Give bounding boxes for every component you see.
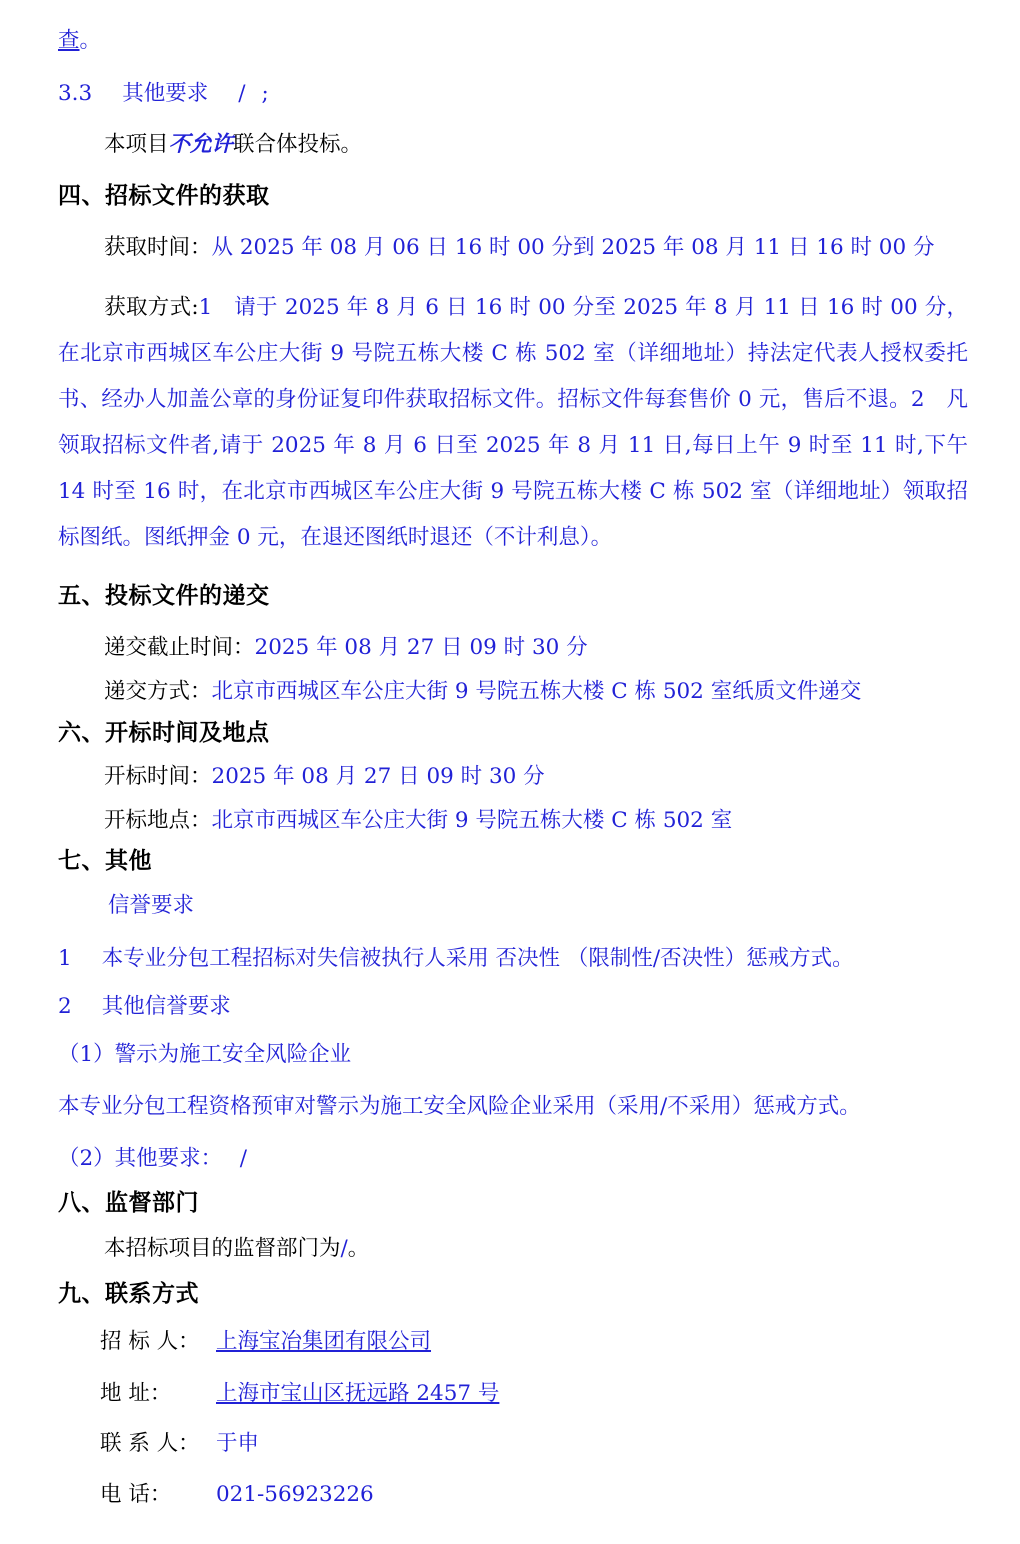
heading-section-7: 七、其他 (58, 848, 152, 874)
heading-section-9: 九、联系方式 (58, 1281, 199, 1307)
joint-bid-emphasis: 不允许 (168, 132, 234, 157)
bid-open-place-row (58, 810, 732, 832)
joint-bid-statement (58, 134, 362, 156)
contact-value-phone: 021-56923226 (216, 1482, 374, 1507)
supervision-prefix: 本招标项目的监督部门为 (104, 1236, 341, 1261)
bid-open-place-label: 开标地点： (104, 808, 212, 833)
acquire-method-body: 1 请于 2025 年 8 月 6 日 16 时 00 分至 2025 年 8 月 11 日 16 时 00 分，在北京市西城区车公庄大街 9 号院五栋大楼 C 栋 502 室（详细地址）持法定代表人授权委托书、经办人加盖公章的身份证复印件获取招标文件。招标文件每套售价 0 元，售后不退。2 凡领取招标文件者,请于 2025 年 8 月 6 日至 2025 年 8 月 11 日,每日上午 9 时至 11 时,下午 14 时至 16 时，在北京市西城区车公庄大街 9 号院五栋大楼 C 栋 502 室（详细地址）领取招标图纸。图纸押金 0 元，在退还图纸时退还（不计利息）。 (58, 295, 968, 550)
joint-bid-prefix: 本项目 (104, 132, 169, 157)
credit-item-2-number: 2 (58, 994, 72, 1019)
acquire-method-paragraph (58, 285, 968, 561)
submission-method-row (58, 681, 861, 703)
contact-label-address: 地 址： (100, 1381, 172, 1406)
submission-method-value: 北京市西城区车公庄大街 9 号院五栋大楼 C 栋 502 室纸质文件递交 (211, 679, 862, 704)
clause-terminator: ; (261, 81, 269, 106)
submission-deadline-label: 递交截止时间： (104, 635, 255, 660)
contact-label-tenderer: 招 标 人： (100, 1329, 200, 1354)
heading-section-8: 八、监督部门 (58, 1190, 199, 1216)
submission-deadline-value: 2025 年 08 月 27 日 09 时 30 分 (254, 635, 588, 660)
submission-deadline-row (58, 637, 588, 659)
clause-label: 其他要求 (122, 81, 209, 106)
carryover-punct: 。 (79, 28, 102, 53)
contact-label-person: 联 系 人： (100, 1431, 200, 1456)
carryover-text: 查 (58, 28, 80, 53)
contact-value-address: 上海市宝山区抚远路 2457 号 (216, 1381, 500, 1406)
heading-section-5: 五、投标文件的递交 (58, 583, 270, 609)
clause-value: / (238, 81, 246, 106)
credit-item-2-2: （2）其他要求： / (58, 1146, 248, 1171)
credit-item-1 (58, 948, 854, 970)
heading-section-4: 四、招标文件的获取 (58, 183, 270, 209)
credit-item-1-text: 本专业分包工程招标对失信被执行人采用 否决性 （限制性/否决性）惩戒方式。 (101, 946, 854, 971)
contact-row-phone (58, 1484, 374, 1506)
supervision-value: / (340, 1236, 348, 1261)
submission-method-label: 递交方式： (104, 679, 212, 704)
contact-value-person: 于申 (216, 1431, 260, 1456)
acquire-time-value: 从 2025 年 08 月 06 日 16 时 00 分到 2025 年 08 月 11 日 16 时 00 分 (211, 235, 935, 260)
heading-section-6: 六、开标时间及地点 (58, 720, 270, 746)
bid-open-place-value: 北京市西城区车公庄大街 9 号院五栋大楼 C 栋 502 室 (211, 808, 733, 833)
contact-label-phone: 电 话： (100, 1482, 172, 1507)
supervision-suffix: 。 (347, 1236, 370, 1261)
acquire-time-row (58, 237, 935, 259)
credit-item-2-1-body: 本专业分包工程资格预审对警示为施工安全风险企业采用（采用/不采用）惩戒方式。 (58, 1094, 861, 1119)
credit-item-2-text: 其他信誉要求 (101, 994, 231, 1019)
bid-open-time-row (58, 766, 545, 788)
contact-row-tenderer (58, 1331, 431, 1353)
clause-number: 3.3 (58, 81, 93, 106)
bid-open-time-value: 2025 年 08 月 27 日 09 时 30 分 (211, 764, 545, 789)
contact-row-address (58, 1383, 499, 1405)
credit-item-1-number: 1 (58, 946, 72, 971)
carryover-fragment (58, 30, 101, 52)
contact-row-person (58, 1433, 259, 1455)
clause-3-3 (58, 83, 269, 105)
acquire-method-label: 获取方式: (104, 295, 199, 320)
joint-bid-suffix: 联合体投标。 (233, 132, 363, 157)
contact-value-tenderer: 上海宝冶集团有限公司 (216, 1329, 432, 1354)
credit-requirement-title: 信誉要求 (108, 893, 195, 918)
bid-open-time-label: 开标时间： (104, 764, 212, 789)
acquire-time-label: 获取时间： (104, 235, 212, 260)
supervision-body (58, 1238, 369, 1260)
credit-item-2-1: （1）警示为施工安全风险企业 (58, 1042, 352, 1067)
credit-item-2 (58, 996, 231, 1018)
